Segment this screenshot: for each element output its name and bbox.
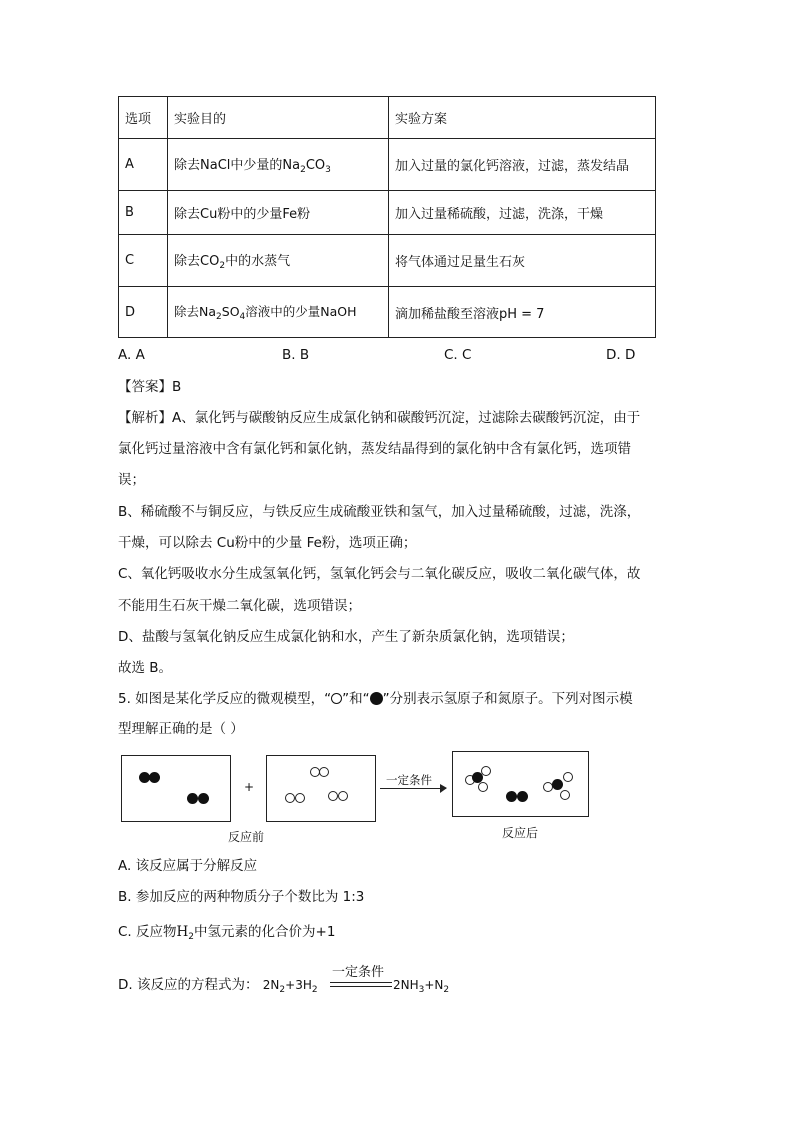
- header-goal: 实验目的: [168, 97, 389, 139]
- header-option: 选项: [119, 97, 168, 139]
- goal-text: 溶液中的少量NaOH: [245, 304, 357, 319]
- product-panel: [452, 751, 589, 817]
- analysis-line: 不能用生石灰干燥二氧化碳，选项错误；: [118, 598, 361, 614]
- formula: CO: [200, 254, 220, 269]
- goal-text: 中的水蒸气: [225, 254, 291, 269]
- goal-text: 除去: [174, 254, 201, 269]
- row-plan: 将气体通过足量生石灰: [389, 235, 656, 287]
- hydrogen-atom: [560, 790, 570, 800]
- row-goal: [168, 139, 389, 191]
- hydrogen-atom: [295, 793, 305, 803]
- choice-d: D. D: [606, 347, 636, 363]
- formula: Na: [199, 304, 217, 319]
- stem-text: ”分别表示氢原子和氮原子。下列对图示模: [382, 691, 633, 707]
- formula: H: [176, 924, 189, 940]
- row-option: A: [119, 139, 168, 191]
- formula-sub: 4: [239, 312, 246, 322]
- choice-c: C. C: [444, 347, 472, 363]
- equation-equals-sign: [330, 982, 392, 987]
- analysis-line: D、盐酸与氢氧化钠反应生成氯化钠和水，产生了新杂质氯化钠，选项错误；: [118, 629, 574, 645]
- hydrogen-atom: [478, 782, 488, 792]
- row-option: C: [119, 235, 168, 287]
- q5-stem-line2: 型理解正确的是（ ）: [118, 721, 244, 737]
- option-text: D. 该反应的方程式为：: [118, 977, 259, 993]
- option-text: C. 反应物: [118, 924, 177, 940]
- row-goal: [168, 287, 389, 338]
- stem-text: 5. 如图是某化学反应的微观模型，“: [118, 691, 332, 707]
- label-after: 反应后: [502, 826, 539, 840]
- row-goal: 除去Cu粉中的少量Fe粉: [168, 191, 389, 235]
- formula-sub: 2: [300, 165, 306, 175]
- formula-sub: 2: [443, 985, 450, 995]
- analysis-line: C、氧化钙吸收水分生成氢氧化钙，氢氧化钙会与二氧化碳反应，吸收二氧化碳气体，故: [118, 566, 641, 582]
- q5-option-b: B. 参加反应的两种物质分子个数比为 1:3: [118, 889, 365, 905]
- q5-stem-line1: [118, 689, 633, 709]
- formula-sub: 2: [219, 261, 226, 271]
- nitrogen-atom: [187, 793, 198, 804]
- reaction-condition: 一定条件: [386, 773, 432, 787]
- hydrogen-atom-icon: [331, 693, 342, 704]
- stem-text: ”和“: [342, 691, 370, 707]
- analysis-line: 干燥，可以除去 Cu粉中的少量 Fe粉，选项正确；: [118, 535, 417, 551]
- nitrogen-atom: [517, 791, 528, 802]
- choice-b: B. B: [282, 347, 310, 363]
- reactant-panel-n2: [121, 755, 231, 822]
- formula: 2NH: [393, 978, 419, 992]
- hydrogen-atom: [319, 767, 329, 777]
- table-row: [119, 235, 656, 287]
- label-before: 反应前: [228, 830, 265, 844]
- goal-text: 除去NaCl中少量的: [174, 158, 283, 173]
- choice-a: A. A: [118, 347, 145, 363]
- formula: Na: [282, 158, 301, 173]
- analysis-line: 故选 B。: [118, 660, 173, 676]
- analysis-line: B、稀硫酸不与铜反应，与铁反应生成硫酸亚铁和氢气，加入过量稀硫酸，过滤，洗涤，: [118, 504, 641, 520]
- nitrogen-atom: [472, 772, 483, 783]
- hydrogen-atom: [338, 791, 348, 801]
- analysis-line: 误；: [118, 472, 145, 488]
- plus-sign: +: [244, 780, 255, 794]
- analysis-line: 氯化钙过量溶液中含有氯化钙和氯化钠，蒸发结晶得到的氯化钠中含有氯化钙，选项错: [118, 441, 631, 457]
- row-option: D: [119, 287, 168, 338]
- formula-sub: 2: [279, 985, 286, 995]
- nitrogen-atom: [149, 772, 160, 783]
- reaction-arrow-icon: [380, 788, 446, 789]
- option-text: 中氢元素的化合价为+1: [194, 924, 336, 940]
- options-table: [118, 96, 656, 338]
- table-header-row: [119, 97, 656, 139]
- hydrogen-atom: [285, 793, 295, 803]
- hydrogen-atom: [563, 772, 573, 782]
- hydrogen-atom: [328, 791, 338, 801]
- formula-sub: 2: [188, 932, 195, 942]
- nitrogen-atom-icon: [370, 692, 383, 705]
- formula: SO: [221, 304, 240, 319]
- reactant-panel-h2: [266, 755, 376, 822]
- q5-option-a: A. 该反应属于分解反应: [118, 858, 258, 874]
- row-plan: 滴加稀盐酸至溶液pH = 7: [389, 287, 656, 338]
- table-row: [119, 191, 656, 235]
- formula: 2N: [262, 978, 280, 992]
- equation-reactants: [262, 978, 318, 995]
- equation-products: [393, 975, 449, 1000]
- nitrogen-atom: [506, 791, 517, 802]
- goal-text: 除去: [174, 304, 200, 319]
- q5-option-c: [118, 922, 335, 947]
- nitrogen-atom: [552, 779, 563, 790]
- formula: CO: [305, 158, 326, 173]
- formula: +N: [424, 978, 444, 992]
- formula: +3H: [285, 978, 312, 992]
- formula-sub: 2: [311, 985, 318, 995]
- formula-sub: 3: [325, 165, 331, 175]
- row-plan: 加入过量稀硫酸，过滤，洗涤，干燥: [389, 191, 656, 235]
- header-plan: 实验方案: [389, 97, 656, 139]
- equation-condition: 一定条件: [332, 965, 385, 980]
- formula-sub: 2: [216, 312, 222, 322]
- nitrogen-atom: [198, 793, 209, 804]
- answer: 【答案】B: [118, 379, 182, 395]
- row-plan: 加入过量的氯化钙溶液，过滤，蒸发结晶: [389, 139, 656, 191]
- row-goal: [168, 235, 389, 287]
- formula-sub: 3: [418, 985, 425, 995]
- analysis-line: 【解析】A、氯化钙与碳酸钠反应生成氯化钠和碳酸钙沉淀，过滤除去碳酸钙沉淀，由于: [118, 410, 641, 426]
- row-option: B: [119, 191, 168, 235]
- table-row: [119, 287, 656, 338]
- table-row: [119, 139, 656, 191]
- q5-option-d: [118, 975, 318, 1000]
